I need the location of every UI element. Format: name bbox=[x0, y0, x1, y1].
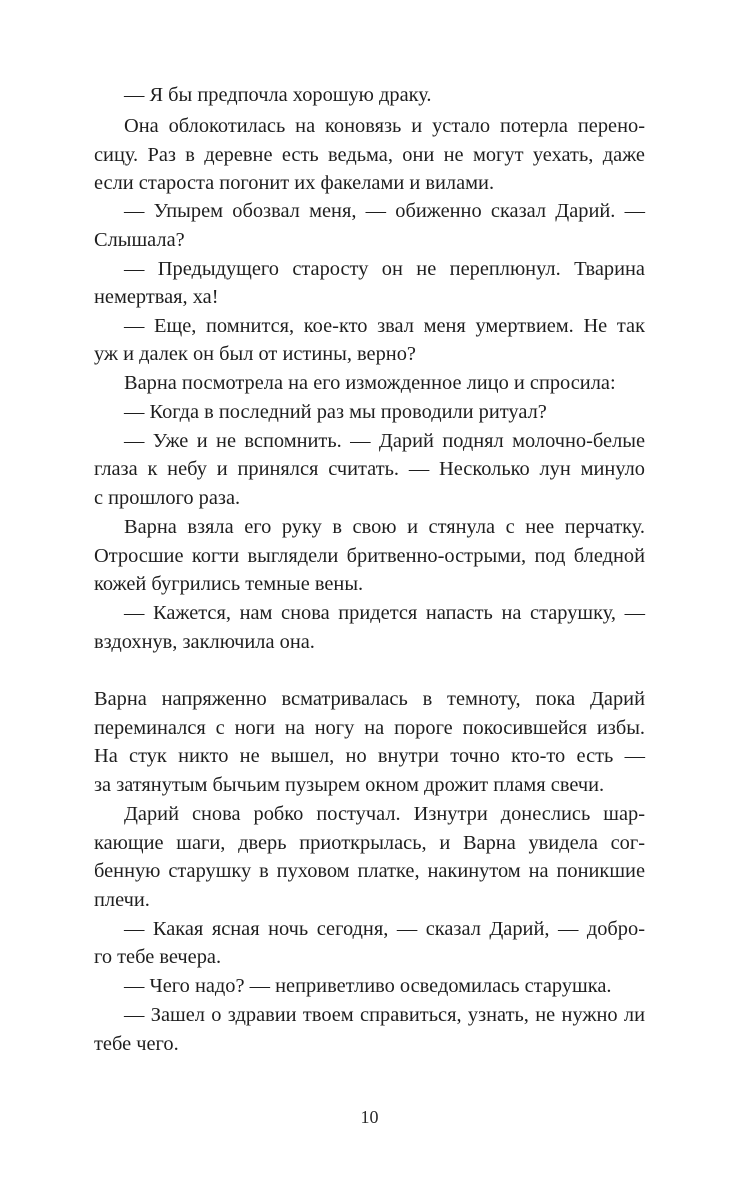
text-line: Варна напряженно всматривалась в темноту, пока Дарий bbox=[94, 688, 645, 710]
text-line: Дарий снова робко постучал. Изнутри донеслись шар- bbox=[124, 803, 645, 825]
text-line: — Чего надо? — неприветливо осведомилась старушка. bbox=[124, 975, 612, 997]
text-line: — Уже и не вспомнить. — Дарий поднял молочно-белые bbox=[124, 430, 645, 452]
text-line: за затянутым бычьим пузырем окном дрожит пламя свечи. bbox=[94, 774, 605, 796]
text-line: го тебе вечера. bbox=[94, 946, 222, 968]
text-line: — Зашел о здравии твоем справиться, узнать, не нужно ли bbox=[124, 1004, 645, 1026]
text-line: — Еще, помнится, кое-кто звал меня умертвием. Не так bbox=[124, 315, 645, 337]
text-line: кожей бугрились темные вены. bbox=[94, 573, 364, 595]
text-line: — Какая ясная ночь сегодня, — сказал Дарий, — добро- bbox=[124, 918, 645, 940]
text-line: плечи. bbox=[94, 889, 150, 911]
text-line: Она облокотилась на коновязь и устало потерла перено- bbox=[124, 115, 645, 137]
text-line: уж и далек он был от истины, верно? bbox=[94, 343, 416, 365]
text-line: если староста погонит их факелами и вилами. bbox=[94, 172, 495, 194]
text-line: — Упырем обозвал меня, — обиженно сказал Дарий. — bbox=[124, 200, 645, 222]
text-line: — Когда в последний раз мы проводили ритуал? bbox=[124, 401, 547, 423]
text-line: кающие шаги, дверь приоткрылась, и Варна увидела сог- bbox=[94, 832, 645, 854]
text-line: — Кажется, нам снова придется напасть на старушку, — bbox=[124, 602, 645, 624]
text-line: с прошлого раза. bbox=[94, 487, 241, 509]
text-line: Варна взяла его руку в свою и стянула с нее перчатку. bbox=[124, 516, 645, 538]
text-line: вздохнув, заключила она. bbox=[94, 631, 315, 653]
text-line: глаза к небу и принялся считать. — Несколько лун минуло bbox=[94, 458, 645, 480]
text-line: тебе чего. bbox=[94, 1033, 179, 1055]
text-line: — Я бы предпочла хорошую драку. bbox=[124, 84, 432, 106]
text-line: бенную старушку в пуховом платке, накинутом на поникшие bbox=[94, 860, 645, 882]
text-line: Отросшие когти выглядели бритвенно-острыми, под бледной bbox=[94, 545, 645, 567]
text-line: Слышала? bbox=[94, 229, 185, 251]
page-number: 10 bbox=[360, 1107, 379, 1127]
text-line: переминался с ноги на ногу на пороге покосившейся избы. bbox=[94, 717, 645, 739]
text-line: Варна посмотрела на его изможденное лицо и спросила: bbox=[124, 372, 616, 394]
book-page bbox=[94, 0, 645, 1181]
text-line: немертвая, ха! bbox=[94, 286, 219, 308]
text-line: сицу. Раз в деревне есть ведьма, они не могут уехать, даже bbox=[94, 144, 645, 166]
text-line: — Предыдущего старосту он не переплюнул. Тварина bbox=[124, 258, 645, 280]
text-line: На стук никто не вышел, но внутри точно кто-то есть — bbox=[94, 745, 645, 767]
